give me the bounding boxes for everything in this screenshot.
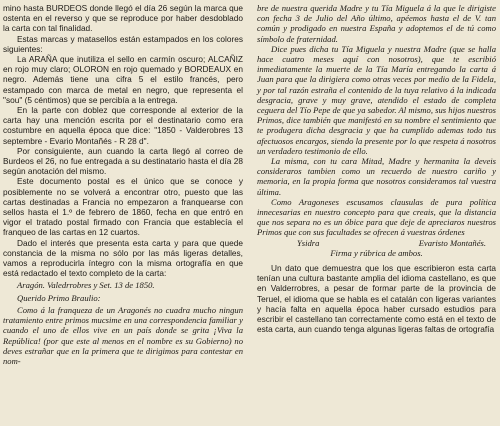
paragraph: Un dato que demuestra que los que escribieron esta carta tenían una cultura bastante amplia del idioma castellano, es que en Valderrobres, a pesar de formar parte de la provincia de Teruel, el idioma que se habla es el catalán con ligeras variantes y hacía falta en aquella época haber cursado estudios para escribir el castellano tan correctamente como está en el texto de esta carta, aun cuando tenga algunas ligeras faltas de ortografía [257,263,496,335]
paragraph: Estas marcas y matasellos están estampados en los colores siguientes: [3,33,243,54]
paragraph: Dado el interés que presenta esta carta y para que quede constancia de la misma no sólo por las más ligeras detalles, vamos a reproducirla íntegro con la misma ortografía en que está redactado el texto completo de la carta: [3,237,243,279]
paragraph: Firma y rúbrica de ambos. [330,247,423,258]
paragraph: Como á la franqueza de un Aragonés no cuadra mucho ningun tratamiento entre primos mucsime en una correspondencia familiar y cuando el uno de ellos vive en un país donde se grita ¡Viva la República! (por que este al menos en el nombre es su Gobierno) no deves estrañar que en la primera que te dirigimos para contestar en nom- [3,304,243,366]
paragraph: mino hasta BURDEOS donde llegó el día 26 según la marca que ostenta en el reverso y que se reproduce por haber desdoblado la carta con tal finalidad. [3,3,243,34]
column-gutter [251,0,252,426]
paragraph: En la parte con doblez que corresponde al exterior de la carta hay una mención escrita por el destinatario como era costumbre en aquella época que dice: "1850 - Valderobres 13 septembre - Evario Montañés - R 28 d". [3,105,243,146]
signature-evaristo: Evaristo Montañés. [418,237,486,248]
paragraph: La ARAÑA que inutiliza el sello en carmín oscuro; ALCAÑIZ en rojo muy claro; OLORON en rojo quemado y BORDEAUX en negro. Además tiene una cifra 5 el estilo francés, pero estampado con marca de metal en negro, que representa el "sou" (5 céntimos) que se percibía a la entrega. [3,54,243,105]
paragraph: Dice pues dicha tu Tía Miguela y nuestra Madre (que se halla hace cuatro meses aquí con nosotros), que te escribió inmediatamente la muerte de la Tía María entregando la carta á Juan para que la dirigiera como otras veces por medio de la Fidela, y por tal razón estraña el contenido de la tuya relativo á la indicada desgracia, grave y muy grave, atendido el estado de completa ceguera del Tío Pepe de que ya sabedor. Al mismo, sus hijos nuestros Primos, dice también que manifestó en su nombre el sentimiento que te produgera dicha desgracia y que ha cumplido ademas todo tus afectuosos encargos, siendo la presente por lo que respeta á nosotros un verdadero testimonio de ello. [257,43,496,156]
paragraph: Por consiguiente, aun cuando la carta llegó al correo de Burdeos el 26, no fue entregada a su destinatario hasta el día 28 según anotación del mismo. [3,145,243,177]
left-column [3,3,243,366]
paragraph: bre de nuestra querida Madre y tu Tía Miguela á la que le dirigiste con fecha 3 de Julio del Año último, apéemos hasta el de V. tan común y prodigado en nuestra España y adoptemos el de tú como símbolo de fraternidad. [257,3,496,44]
paragraph: La misma, con tu cara Mitad, Madre y hermanita la deveis consideraros tambien como un recuerdo de nuestro cariño y memoria, en la propia forma que nosotros consideramos tal vuestra última. [257,156,496,197]
signature-line [257,238,496,248]
paragraph: Como Aragoneses escusamos clausulas de pura política innecesarias en nuestro concepto para que creais, que la distancia que nos separa no es un óbice para que deje de apreciaros nuestros Primos que con sus facultades se ofrecen á vuestras órdenes [257,196,496,238]
signature-ysidra: Ysidra [297,237,320,248]
paragraph: Este documento postal es el único que se conoce y posiblemente no se volverá a encontrar otro, puesto que las cartas destinadas a Francia no empezaron a franquearse con sellos hasta el 1.º de febrero de 1860, fecha en que entró en vigor el tratado postal firmado con Francia que establecía el franqueo de las cartas en 12 cuartos. [3,176,243,238]
paragraph: Querido Primo Braulio: [17,292,101,303]
right-column [257,3,496,335]
paragraph: Aragón. Valedrrobres y Set. 13 de 1850. [17,280,155,291]
